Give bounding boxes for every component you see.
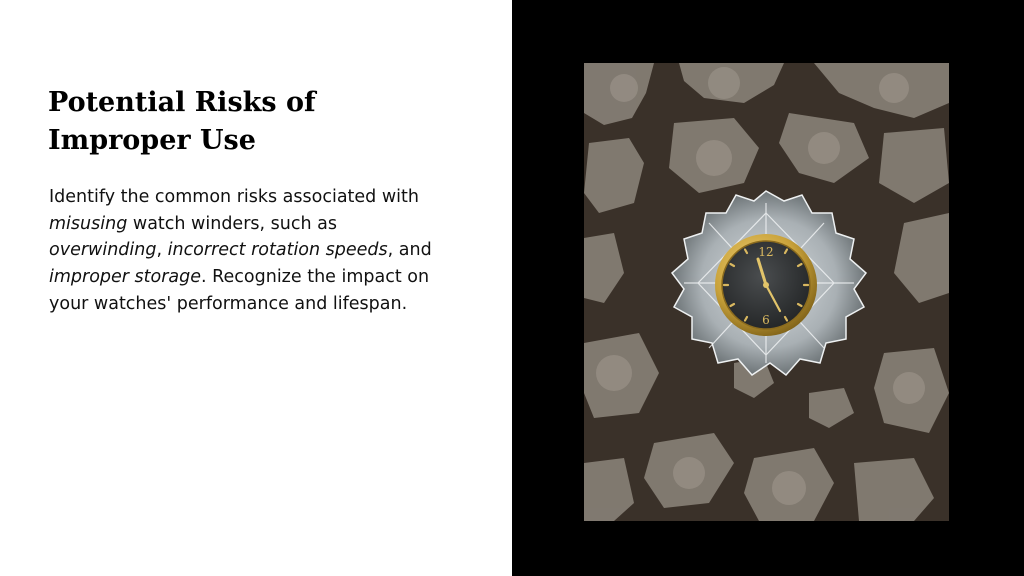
body-text-segment: watch winders, such as	[127, 213, 337, 234]
clock-numeral-6: 6	[762, 313, 770, 327]
body-emphasis-misusing: misusing	[49, 213, 128, 234]
clock-numeral-12: 12	[758, 245, 774, 259]
body-text-segment: ,	[156, 240, 168, 261]
body-emphasis-improper-storage: improper storage	[49, 267, 202, 288]
slide-body-text	[49, 184, 449, 318]
body-text-segment: , and	[387, 240, 432, 261]
slide-title	[48, 84, 468, 160]
photo-frame	[512, 0, 1024, 576]
body-text-segment: Identify the common risks associated with	[49, 187, 419, 207]
body-text-segment: . Recognize the impact on your watches' performance and lifespan.	[49, 267, 430, 314]
clock-center-pin	[763, 282, 769, 288]
body-emphasis-rotation-speeds: incorrect rotation speeds	[167, 240, 388, 261]
slide-title-line2: Improper Use	[48, 125, 256, 156]
clock-photo-illustration	[584, 63, 949, 521]
slide-title-line1: Potential Risks of	[48, 87, 316, 118]
clock-photo	[584, 63, 949, 521]
body-emphasis-overwinding: overwinding	[49, 240, 157, 261]
